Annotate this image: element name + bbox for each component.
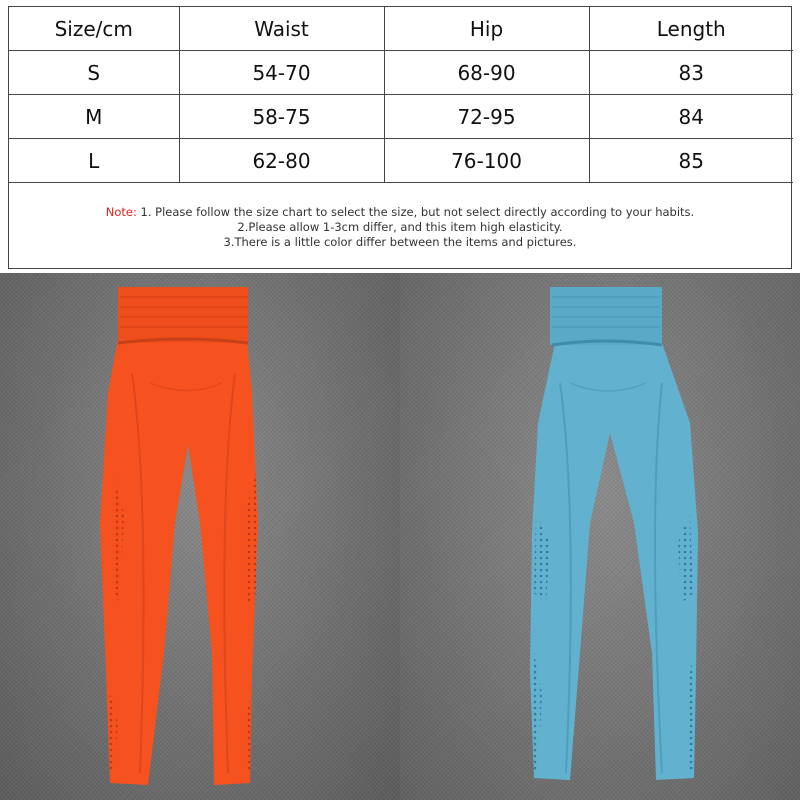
blue-leggings-shape xyxy=(530,287,698,780)
column-header: Hip xyxy=(384,7,589,51)
table-header-row xyxy=(9,7,793,51)
size-chart xyxy=(8,6,792,269)
table-cell: 68-90 xyxy=(384,51,589,95)
note-line-2: 2.Please allow 1-3cm differ, and this item high elasticity. xyxy=(237,220,563,234)
size-note xyxy=(9,183,791,250)
table-cell: 62-80 xyxy=(179,139,384,183)
table-cell: 83 xyxy=(589,51,793,95)
blue-leggings-photo xyxy=(400,273,800,800)
table-row xyxy=(9,139,793,183)
table-cell: 72-95 xyxy=(384,95,589,139)
column-header: Waist xyxy=(179,7,384,51)
table-cell: 58-75 xyxy=(179,95,384,139)
column-header: Length xyxy=(589,7,793,51)
table-cell: 84 xyxy=(589,95,793,139)
table-cell: 54-70 xyxy=(179,51,384,95)
orange-leggings-image xyxy=(0,273,400,800)
note-label: Note: xyxy=(105,205,137,219)
table-cell: M xyxy=(9,95,179,139)
note-line-3: 3.There is a little color differ between the items and pictures. xyxy=(223,235,577,249)
column-header: Size/cm xyxy=(9,7,179,51)
note-text-1: 1. Please follow the size chart to select the size, but not select directly according to your habits. xyxy=(136,205,695,219)
table-row xyxy=(9,95,793,139)
table-row xyxy=(9,51,793,95)
orange-leggings-photo xyxy=(0,273,400,800)
size-table xyxy=(9,7,793,183)
table-cell: 76-100 xyxy=(384,139,589,183)
table-cell: L xyxy=(9,139,179,183)
note-line-1 xyxy=(9,205,791,220)
table-cell: 85 xyxy=(589,139,793,183)
orange-leggings-shape xyxy=(100,287,258,785)
product-photos xyxy=(0,273,800,800)
blue-leggings-image xyxy=(400,273,800,800)
table-cell: S xyxy=(9,51,179,95)
